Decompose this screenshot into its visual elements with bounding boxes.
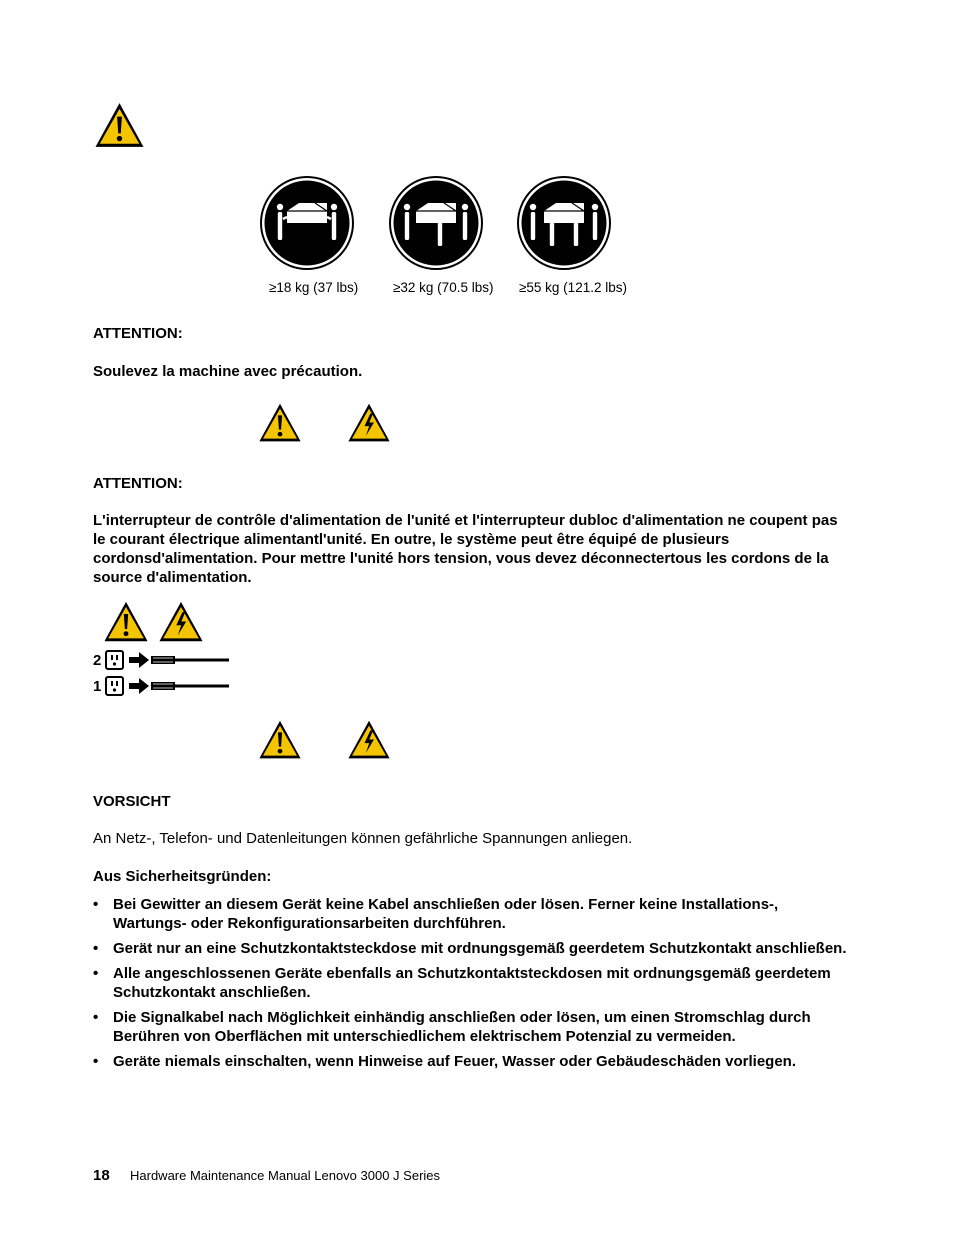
caution-text: Soulevez la machine avec précaution.	[93, 363, 363, 380]
power-outlet-row	[93, 649, 230, 671]
electrical-hazard-icon	[345, 718, 393, 761]
safety-subheading: Aus Sicherheitsgründen:	[93, 868, 272, 885]
lift-weight-label: ≥18 kg (37 lbs)	[269, 280, 359, 295]
outlet-number: 2	[93, 651, 102, 669]
safety-list	[93, 895, 853, 1077]
caution-text: L'interrupteur de contrôle d'alimentation de l'unité et l'interrupteur dubloc d'alimentation ne coupent pas le courant électrique alimentantl'unité. En outre, le système peut être équipé de plusieurs cordonsd'alimentation. Pour mettre l'unité hors tension, vous devez déconnectertous les cordons de la source d'alimentation.	[93, 512, 838, 586]
three-person-lift-icon	[388, 175, 484, 271]
warning-exclamation-icon	[100, 599, 152, 644]
page-number: 18	[93, 1167, 110, 1184]
lift-weight-label: ≥55 kg (121.2 lbs)	[519, 280, 627, 295]
caution-text: An Netz-, Telefon- und Datenleitungen können gefährliche Spannungen anliegen.	[93, 830, 633, 847]
list-item: • Die Signalkabel nach Möglichkeit einhändig anschließen oder lösen, um einen Stromschlag durch Berühren von Oberflächen mit unterschiedlichem elektrischem Potenzial zu vermeiden.	[93, 1008, 853, 1046]
list-item: • Alle angeschlossenen Geräte ebenfalls an Schutzkontaktsteckdosen mit ordnungsgemäß geerdetem Schutzkontakt anschließen.	[93, 964, 853, 1002]
power-cord-disconnect-icon	[105, 649, 230, 671]
two-person-lift-icon	[259, 175, 355, 271]
electrical-hazard-icon	[345, 401, 393, 444]
caution-heading: ATTENTION:	[93, 325, 183, 342]
power-cord-disconnect-icon	[105, 675, 230, 697]
outlet-number: 1	[93, 677, 102, 695]
power-outlet-row	[93, 675, 230, 697]
warning-exclamation-icon	[92, 100, 147, 150]
list-item: • Bei Gewitter an diesem Gerät keine Kabel anschließen oder lösen. Ferner keine Installations-, Wartungs- oder Rekonfigurationsarbeiten durchführen.	[93, 895, 853, 933]
list-item: • Geräte niemals einschalten, wenn Hinweise auf Feuer, Wasser oder Gebäudeschäden vorliegen.	[93, 1052, 853, 1071]
footer-title: Hardware Maintenance Manual Lenovo 3000 J Series	[130, 1168, 441, 1183]
lift-weight-label: ≥32 kg (70.5 lbs)	[393, 280, 494, 295]
four-person-lift-icon	[516, 175, 612, 271]
list-item: • Gerät nur an eine Schutzkontaktsteckdose mit ordnungsgemäß geerdetem Schutzkontakt anschließen.	[93, 939, 853, 958]
warning-exclamation-icon	[256, 401, 304, 444]
warning-exclamation-icon	[256, 718, 304, 761]
caution-heading: VORSICHT	[93, 793, 171, 810]
caution-heading: ATTENTION:	[93, 475, 183, 492]
electrical-hazard-icon	[155, 599, 207, 644]
